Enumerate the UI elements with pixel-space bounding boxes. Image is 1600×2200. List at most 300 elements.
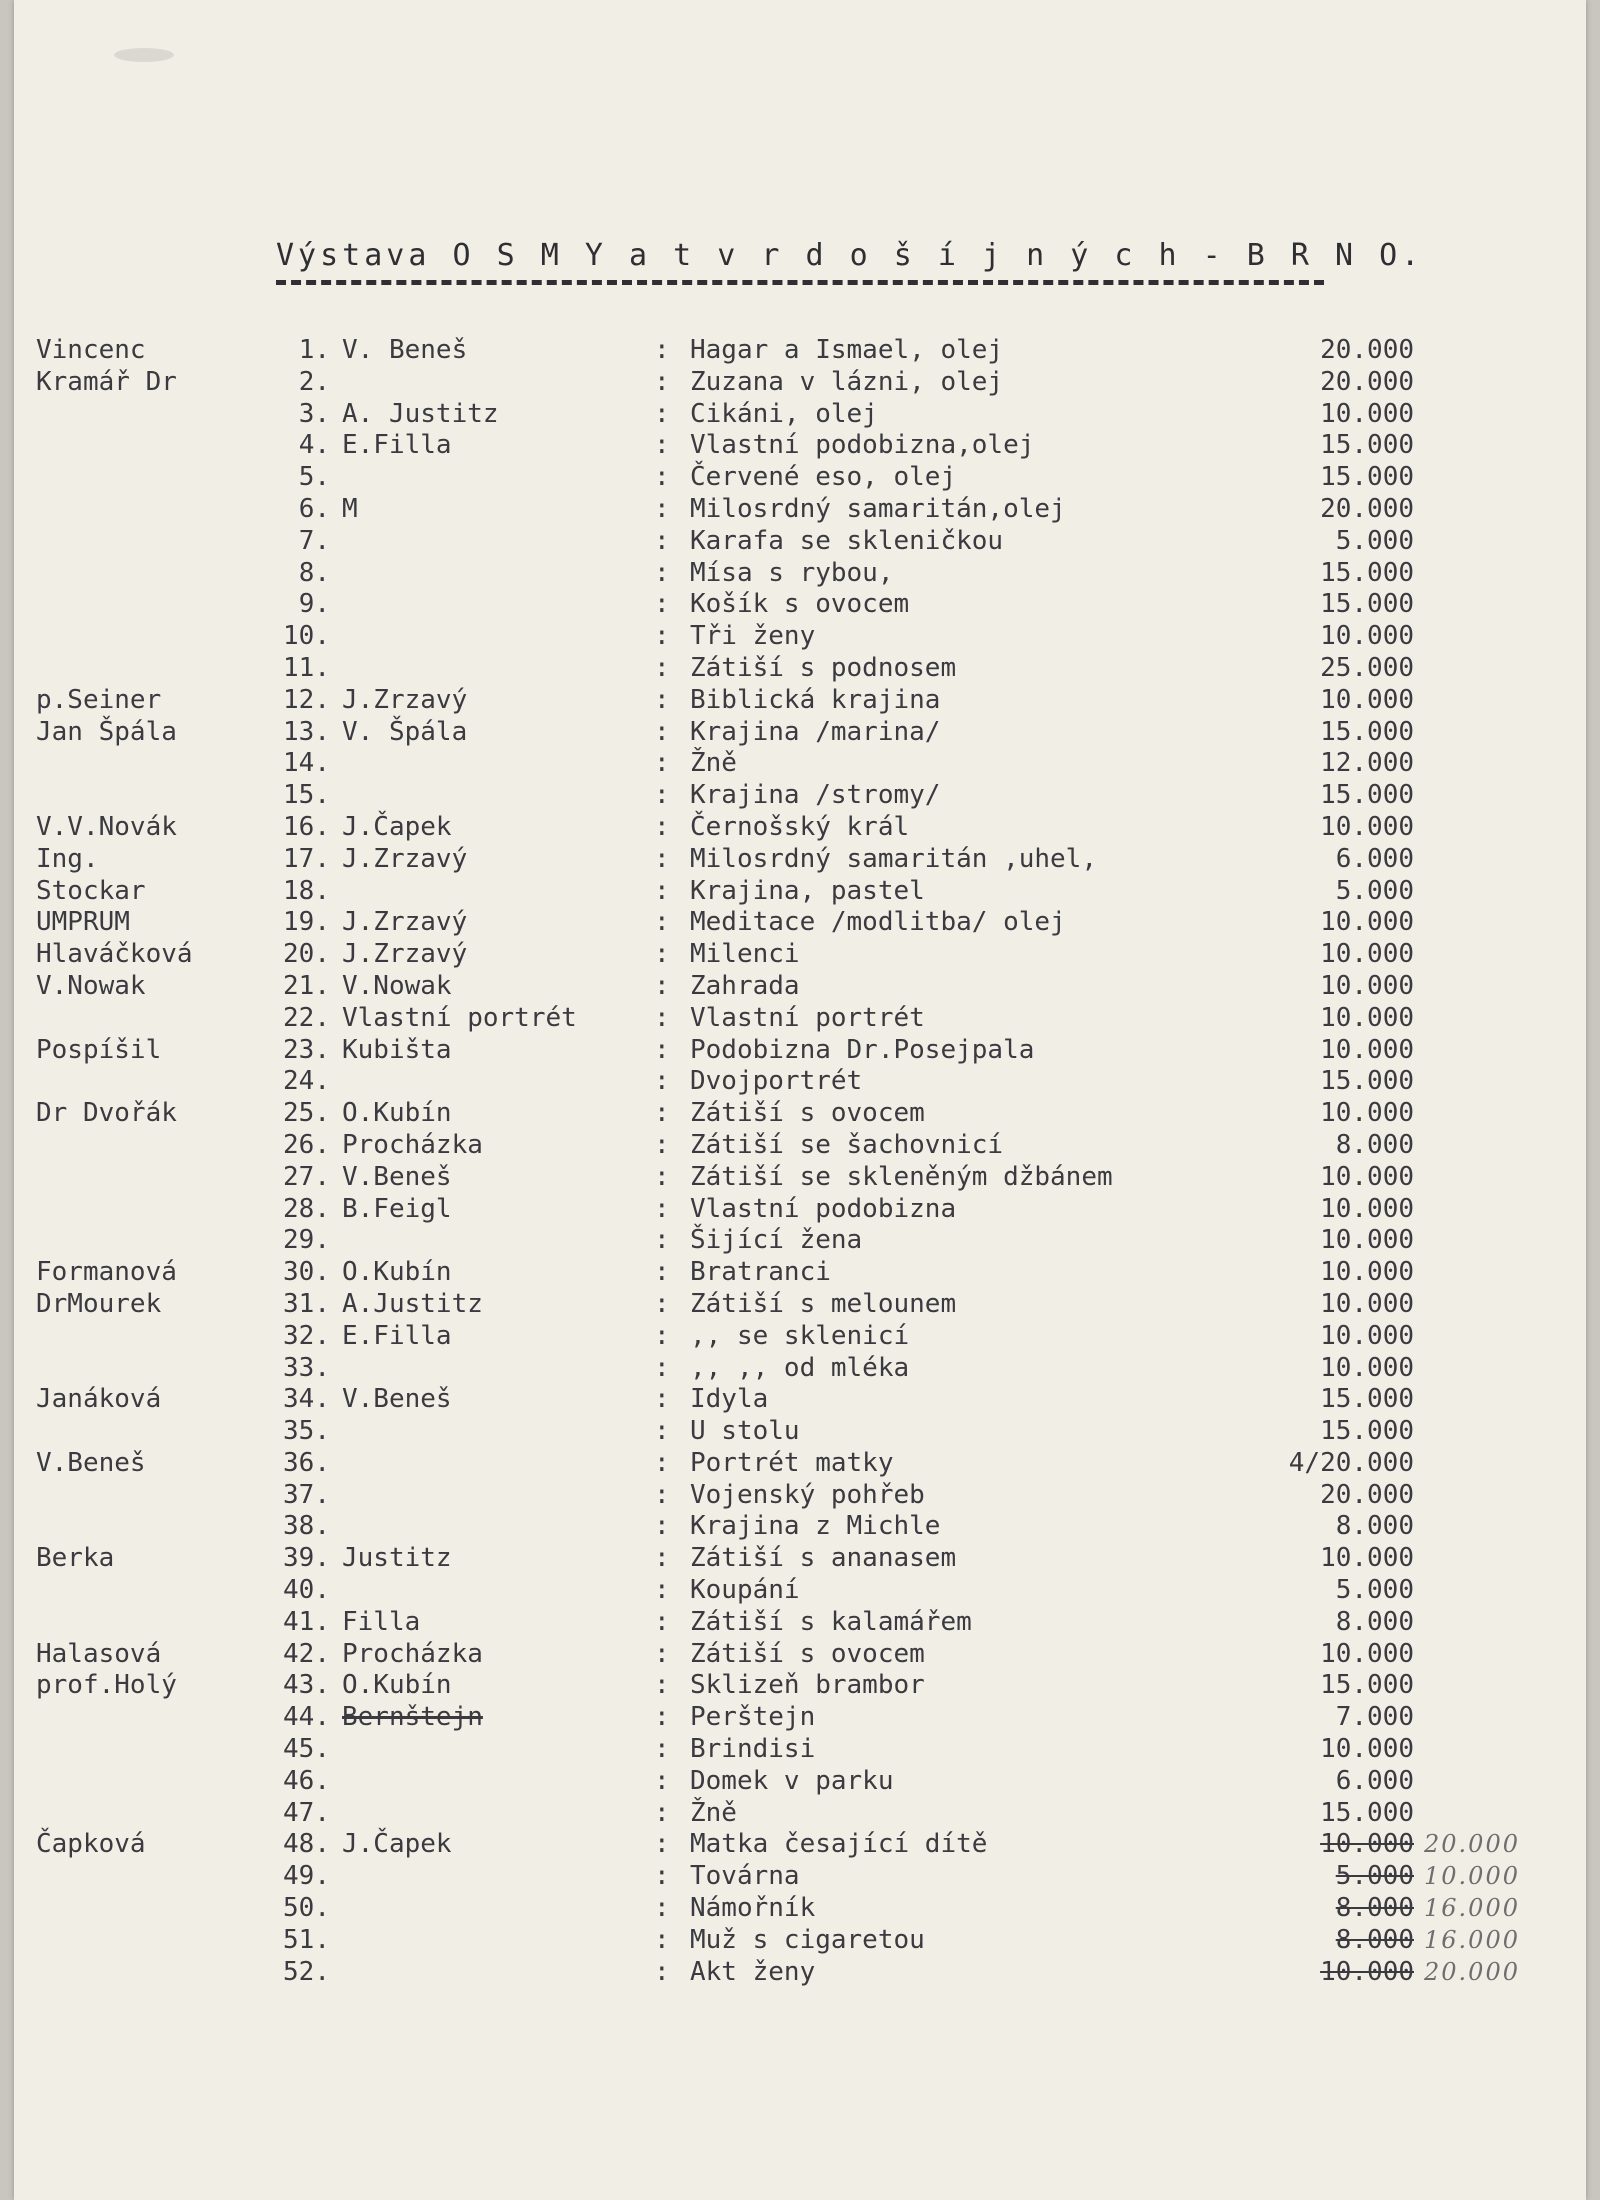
price-value: 8.000 [1335,1606,1414,1637]
separator: : [654,1575,670,1606]
separator: : [654,1670,670,1701]
separator: : [654,1893,670,1924]
artist-name: V.Beneš [342,1161,452,1192]
item-number: 37. [283,1479,330,1510]
buyer-name: DrMourek [36,1288,162,1319]
artwork-title: Zátiší se skleněným džbánem [690,1161,1113,1192]
price-value: 10.000 [1320,1257,1414,1288]
artist-name: E.Filla [342,1320,452,1351]
price-value: 8.000 [1335,1511,1414,1542]
buyer-name: Pospíšil [36,1034,162,1065]
artwork-title: Podobizna Dr.Posejpala [690,1034,1035,1065]
artwork-title: Perštejn [690,1702,816,1733]
separator: : [654,1161,670,1192]
separator: : [654,1288,670,1319]
artwork-title: Milosrdný samaritán,olej [690,493,1066,524]
separator: : [654,335,670,365]
item-number: 26. [283,1129,330,1160]
item-number: 44. [283,1702,330,1733]
list-item [14,1861,1586,1893]
separator: : [654,1129,670,1160]
artwork-title: Námořník [690,1893,816,1924]
buyer-name: Hlaváčková [36,939,193,970]
buyer-name: Stockar [36,875,146,906]
price-value: 15.000 [1320,716,1414,747]
item-number: 52. [283,1956,330,1987]
separator: : [654,1098,670,1129]
separator: : [654,1384,670,1415]
price-value: 10.000 [1320,1098,1414,1129]
artwork-title: Zátiší s ananasem [690,1543,957,1574]
artist-name: V. Špála [342,716,468,747]
price-value: 10.000 [1320,1225,1414,1256]
item-number: 34. [283,1384,330,1415]
separator: : [654,907,670,938]
list-item [14,1543,1586,1575]
separator: : [654,1606,670,1637]
price-value: 10.000 [1320,1320,1414,1351]
list-item [14,1384,1586,1416]
price-value: 25.000 [1320,652,1414,683]
artwork-title: Zátiší s melounem [690,1288,957,1319]
list-item [14,1035,1586,1067]
list-item [14,494,1586,526]
price-value: 6.000 [1335,1765,1414,1796]
artist-name: J.Zrzavý [342,939,468,970]
price-value: 10.000 [1320,1829,1414,1860]
artwork-title: Žně [690,748,737,779]
item-number: 19. [283,907,330,938]
item-number: 48. [283,1829,330,1860]
separator: : [654,493,670,524]
artist-name: O.Kubín [342,1670,452,1701]
list-item [14,1957,1586,1989]
artwork-title: Vlastní podobizna,olej [690,430,1035,461]
list-item [14,1639,1586,1671]
item-number: 15. [283,780,330,811]
artwork-title: Biblická krajina [690,684,941,715]
artwork-title: Koupání [690,1575,800,1606]
price-value: 8.000 [1335,1129,1414,1160]
artwork-title: Krajina z Michle [690,1511,941,1542]
buyer-name: Kramář Dr [36,366,177,397]
artwork-title: Mísa s rybou, [690,557,894,588]
buyer-name: Jan Špála [36,716,177,747]
price-value: 10.000 [1320,1638,1414,1669]
buyer-name: Berka [36,1543,115,1574]
separator: : [654,1225,670,1256]
separator: : [654,1257,670,1288]
price-value: 10.000 [1320,1956,1414,1987]
artist-name: M [342,493,358,524]
item-number: 29. [283,1225,330,1256]
buyer-name: V.Beneš [36,1447,146,1478]
buyer-name: Čapková [36,1829,146,1860]
artwork-title: Zátiší s ovocem [690,1638,925,1669]
list-item [14,1353,1586,1385]
list-item [14,939,1586,971]
price-value: 15.000 [1320,462,1414,493]
artwork-title: Dvojportrét [690,1066,863,1097]
artwork-title: Zuzana v lázni, olej [690,366,1004,397]
separator: : [654,1002,670,1033]
price-value: 15.000 [1320,589,1414,620]
artwork-title: Šijící žena [690,1225,863,1256]
list-item [14,1130,1586,1162]
list-item [14,367,1586,399]
separator: : [654,557,670,588]
separator: : [654,1447,670,1478]
artwork-title: Zátiší s kalamářem [690,1606,972,1637]
price-value: 5.000 [1335,1575,1414,1606]
artwork-list [14,335,1586,1988]
list-item [14,971,1586,1003]
list-item [14,558,1586,590]
item-number: 1. [298,335,330,365]
list-item [14,907,1586,939]
document-title: Výstava O S M Y a t v r d o š í j n ý c h - B R N O. [276,238,1424,273]
artwork-title: Sklizeň brambor [690,1670,925,1701]
separator: : [654,1956,670,1987]
artwork-title: Zahrada [690,970,800,1001]
buyer-name: V.V.Novák [36,811,177,842]
price-value: 10.000 [1320,1543,1414,1574]
artist-name: B.Feigl [342,1193,452,1224]
artist-name: Vlastní portrét [342,1002,577,1033]
item-number: 39. [283,1543,330,1574]
item-number: 10. [283,621,330,652]
artwork-title: Milosrdný samaritán ,uhel, [690,843,1097,874]
separator: : [654,1797,670,1828]
price-value: 7.000 [1335,1702,1414,1733]
item-number: 17. [283,843,330,874]
item-number: 30. [283,1257,330,1288]
artwork-title: Vojenský pohřeb [690,1479,925,1510]
artwork-title: Krajina /marina/ [690,716,941,747]
price-value: 10.000 [1320,1034,1414,1065]
artwork-title: Karafa se skleničkou [690,525,1004,556]
separator: : [654,939,670,970]
list-item [14,1893,1586,1925]
list-item [14,430,1586,462]
list-item [14,462,1586,494]
handwritten-price: 20.000 [1424,1830,1520,1859]
artwork-title: Vlastní podobizna [690,1193,957,1224]
price-value: 10.000 [1320,1161,1414,1192]
artwork-title: Cikáni, olej [690,398,878,429]
item-number: 3. [298,398,330,429]
separator: : [654,1193,670,1224]
separator: : [654,1638,670,1669]
item-number: 50. [283,1893,330,1924]
separator: : [654,843,670,874]
separator: : [654,1702,670,1733]
price-value: 5.000 [1335,1861,1414,1892]
artwork-title: ,, ,, od mléka [690,1352,910,1383]
artist-name: Procházka [342,1129,483,1160]
price-value: 20.000 [1320,366,1414,397]
artist-name: E.Filla [342,430,452,461]
list-item [14,1480,1586,1512]
price-value: 15.000 [1320,1797,1414,1828]
list-item [14,653,1586,685]
handwritten-price: 20.000 [1424,1957,1520,1986]
artwork-title: Tři ženy [690,621,816,652]
item-number: 12. [283,684,330,715]
price-value: 15.000 [1320,780,1414,811]
item-number: 49. [283,1861,330,1892]
separator: : [654,780,670,811]
separator: : [654,398,670,429]
list-item [14,1257,1586,1289]
buyer-name: Halasová [36,1638,162,1669]
item-number: 38. [283,1511,330,1542]
separator: : [654,1861,670,1892]
list-item [14,717,1586,749]
buyer-name: prof.Holý [36,1670,177,1701]
artwork-title: Matka česající dítě [690,1829,988,1860]
artist-name: J.Čapek [342,811,452,842]
separator: : [654,684,670,715]
list-item [14,335,1586,367]
artwork-title: Krajina /stromy/ [690,780,941,811]
artwork-title: Žně [690,1797,737,1828]
list-item [14,1162,1586,1194]
buyer-name: Formanová [36,1257,177,1288]
artwork-title: Bratranci [690,1257,831,1288]
separator: : [654,748,670,779]
separator: : [654,875,670,906]
artwork-title: Zátiší s ovocem [690,1098,925,1129]
item-number: 27. [283,1161,330,1192]
list-item [14,1416,1586,1448]
list-item [14,1511,1586,1543]
artist-name: V. Beneš [342,335,468,365]
price-value: 10.000 [1320,1193,1414,1224]
separator: : [654,811,670,842]
price-value: 12.000 [1320,748,1414,779]
list-item [14,1670,1586,1702]
artwork-title: Portrét matky [690,1447,894,1478]
artist-name: V.Beneš [342,1384,452,1415]
artwork-title: Zátiší se šachovnicí [690,1129,1004,1160]
item-number: 18. [283,875,330,906]
paper-stain [114,48,174,62]
artist-name: O.Kubín [342,1098,452,1129]
list-item [14,1098,1586,1130]
item-number: 41. [283,1606,330,1637]
handwritten-price: 10.000 [1424,1862,1520,1891]
price-value: 10.000 [1320,811,1414,842]
list-item [14,812,1586,844]
artwork-title: Továrna [690,1861,800,1892]
item-number: 21. [283,970,330,1001]
list-item [14,844,1586,876]
price-value: 6.000 [1335,843,1414,874]
item-number: 9. [298,589,330,620]
item-number: 47. [283,1797,330,1828]
separator: : [654,430,670,461]
separator: : [654,525,670,556]
separator: : [654,1511,670,1542]
list-item [14,1321,1586,1353]
list-item [14,1766,1586,1798]
artist-name: J.Zrzavý [342,843,468,874]
price-value: 8.000 [1335,1924,1414,1955]
artist-name: Bernštejn [342,1702,483,1733]
buyer-name: p.Seiner [36,684,162,715]
item-number: 8. [298,557,330,588]
price-value: 5.000 [1335,525,1414,556]
artwork-title: Meditace /modlitba/ olej [690,907,1066,938]
separator: : [654,1352,670,1383]
handwritten-price: 16.000 [1424,1925,1520,1954]
price-value: 15.000 [1320,1384,1414,1415]
artwork-title: Hagar a Ismael, olej [690,335,1004,365]
list-item [14,748,1586,780]
artwork-title: Zátiší s podnosem [690,652,957,683]
separator: : [654,462,670,493]
item-number: 40. [283,1575,330,1606]
buyer-name: Vincenc [36,335,146,365]
handwritten-price: 16.000 [1424,1894,1520,1923]
item-number: 7. [298,525,330,556]
artwork-title: Košík s ovocem [690,589,910,620]
item-number: 43. [283,1670,330,1701]
list-item [14,589,1586,621]
separator: : [654,1543,670,1574]
separator: : [654,1479,670,1510]
list-item [14,621,1586,653]
list-item [14,399,1586,431]
price-value: 10.000 [1320,1002,1414,1033]
price-value: 10.000 [1320,1734,1414,1765]
price-value: 20.000 [1320,335,1414,365]
buyer-name: V.Nowak [36,970,146,1001]
list-item [14,1925,1586,1957]
artist-name: Justitz [342,1543,452,1574]
separator: : [654,1320,670,1351]
separator: : [654,1034,670,1065]
item-number: 23. [283,1034,330,1065]
list-item [14,1066,1586,1098]
price-value: 5.000 [1335,875,1414,906]
artist-name: Filla [342,1606,421,1637]
artwork-title: Krajina, pastel [690,875,925,906]
price-value: 10.000 [1320,970,1414,1001]
item-number: 16. [283,811,330,842]
separator: : [654,652,670,683]
artist-name: V.Nowak [342,970,452,1001]
item-number: 20. [283,939,330,970]
title-underline [276,280,1324,285]
artist-name: A.Justitz [342,1288,483,1319]
separator: : [654,621,670,652]
artist-name: J.Zrzavý [342,907,468,938]
price-value: 15.000 [1320,1670,1414,1701]
list-item [14,1734,1586,1766]
item-number: 4. [298,430,330,461]
artwork-title: Vlastní portrét [690,1002,925,1033]
item-number: 45. [283,1734,330,1765]
artwork-title: Idyla [690,1384,769,1415]
artist-name: Kubišta [342,1034,452,1065]
separator: : [654,589,670,620]
artwork-title: Akt ženy [690,1956,816,1987]
artist-name: A. Justitz [342,398,499,429]
artwork-title: Muž s cigaretou [690,1924,925,1955]
list-item [14,780,1586,812]
list-item [14,1448,1586,1480]
item-number: 5. [298,462,330,493]
price-value: 8.000 [1335,1893,1414,1924]
list-item [14,1829,1586,1861]
item-number: 6. [298,493,330,524]
item-number: 33. [283,1352,330,1383]
buyer-name: Ing. [36,843,99,874]
artwork-title: Červené eso, olej [690,462,957,493]
item-number: 28. [283,1193,330,1224]
price-value: 20.000 [1320,493,1414,524]
list-item [14,1575,1586,1607]
artwork-title: Černošský král [690,811,910,842]
price-value: 10.000 [1320,907,1414,938]
artwork-title: Brindisi [690,1734,816,1765]
separator: : [654,1416,670,1447]
artist-name: J.Čapek [342,1829,452,1860]
price-value: 4/20.000 [1288,1447,1414,1478]
document-page [14,0,1586,2200]
item-number: 46. [283,1765,330,1796]
separator: : [654,716,670,747]
separator: : [654,1829,670,1860]
item-number: 36. [283,1447,330,1478]
artist-name: Procházka [342,1638,483,1669]
buyer-name: UMPRUM [36,907,130,938]
price-value: 10.000 [1320,1352,1414,1383]
price-value: 15.000 [1320,1066,1414,1097]
item-number: 22. [283,1002,330,1033]
price-value: 20.000 [1320,1479,1414,1510]
list-item [14,1702,1586,1734]
separator: : [654,1066,670,1097]
item-number: 42. [283,1638,330,1669]
item-number: 35. [283,1416,330,1447]
list-item [14,1225,1586,1257]
item-number: 32. [283,1320,330,1351]
separator: : [654,366,670,397]
separator: : [654,1765,670,1796]
price-value: 10.000 [1320,939,1414,970]
price-value: 10.000 [1320,1288,1414,1319]
artist-name: O.Kubín [342,1257,452,1288]
price-value: 15.000 [1320,557,1414,588]
item-number: 51. [283,1924,330,1955]
artwork-title: Milenci [690,939,800,970]
item-number: 2. [298,366,330,397]
buyer-name: Janáková [36,1384,162,1415]
list-item [14,876,1586,908]
price-value: 15.000 [1320,1416,1414,1447]
artwork-title: ,, se sklenicí [690,1320,910,1351]
artwork-title: U stolu [690,1416,800,1447]
list-item [14,685,1586,717]
list-item [14,1194,1586,1226]
list-item [14,1289,1586,1321]
list-item [14,1003,1586,1035]
item-number: 25. [283,1098,330,1129]
separator: : [654,970,670,1001]
